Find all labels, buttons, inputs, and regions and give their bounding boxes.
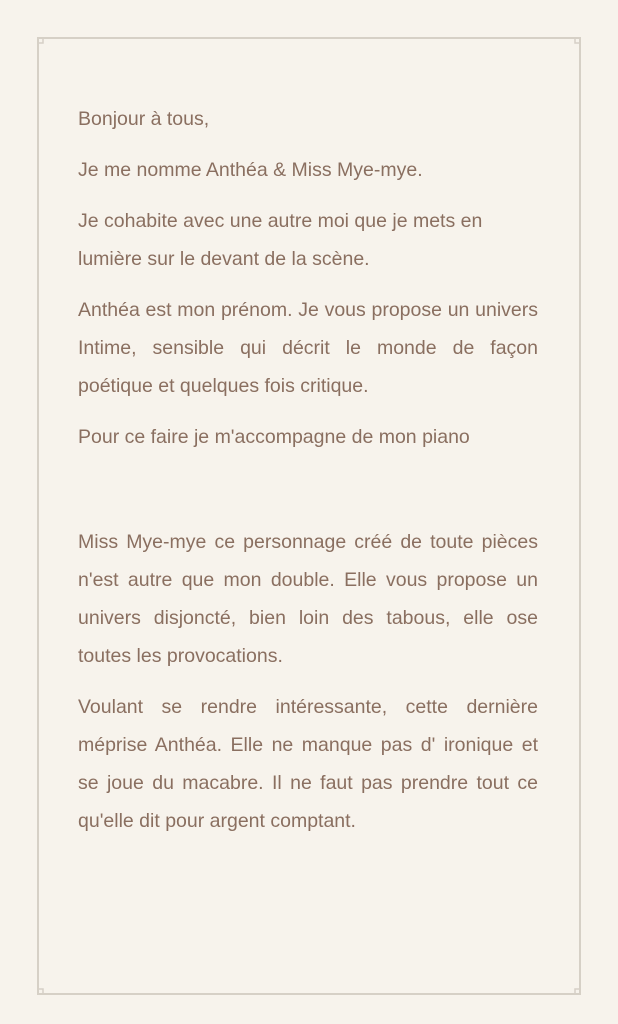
greeting: Bonjour à tous, bbox=[78, 108, 210, 130]
frame-corner-ornament-icon bbox=[37, 37, 51, 51]
miss-mye-paragraph: Miss Mye-mye ce personnage créé de toute pièces n'est autre que mon double. Elle vous propose un univers disjoncté, bien loin des tabous, elle ose toutes les provocations. bbox=[78, 531, 538, 667]
letter-body bbox=[78, 100, 538, 853]
frame-corner-ornament-icon bbox=[37, 981, 51, 995]
frame-corner-ornament-icon bbox=[567, 37, 581, 51]
frame-corner-ornament-icon bbox=[567, 981, 581, 995]
intro-paragraph: Je me nomme Anthéa & Miss Mye-mye. bbox=[78, 159, 423, 181]
cohabit-paragraph: Je cohabite avec une autre moi que je mets en lumière sur le devant de la scène. bbox=[78, 210, 483, 270]
voulant-paragraph: Voulant se rendre intéressante, cette dernière méprise Anthéa. Elle ne manque pas d' ironique et se joue du macabre. Il ne faut pas prendre tout ce qu'elle dit pour argent comptant. bbox=[78, 696, 538, 832]
piano-paragraph: Pour ce faire je m'accompagne de mon piano bbox=[78, 426, 470, 448]
paragraph-spacer bbox=[78, 469, 538, 523]
anthea-paragraph: Anthéa est mon prénom. Je vous propose un univers Intime, sensible qui décrit le monde de façon poétique et quelques fois critique. bbox=[78, 299, 538, 397]
